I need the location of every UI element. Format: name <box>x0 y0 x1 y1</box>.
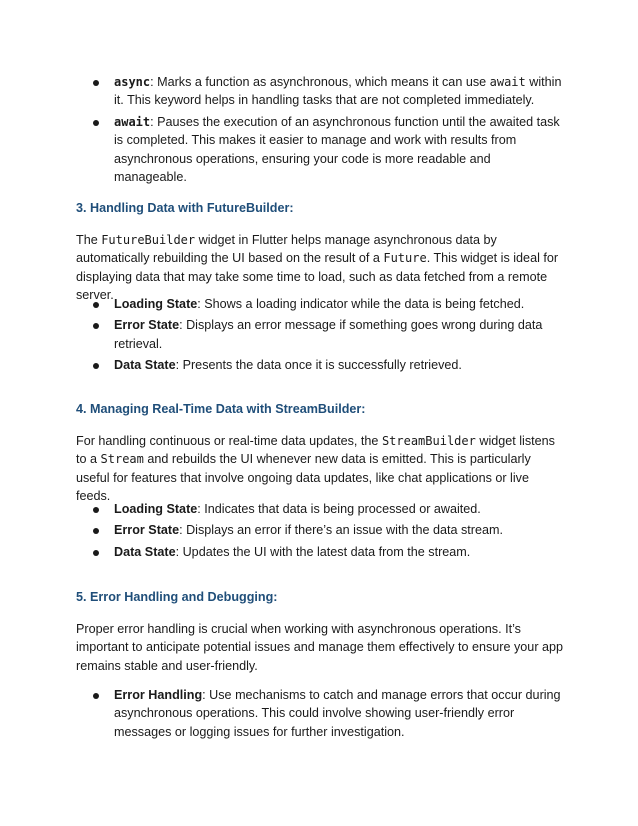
bullet-icon <box>93 323 99 329</box>
paragraph-text: The <box>76 233 102 247</box>
paragraph-text: widget listens to a <box>76 434 555 467</box>
bullet-text: : Presents the data once it is successfully retrieved. <box>175 358 462 373</box>
bullet-term: async <box>114 75 151 89</box>
bullet-icon <box>93 80 99 86</box>
bullet-term: Loading State <box>114 502 198 516</box>
bullet-icon <box>93 528 99 534</box>
bullet-term: Error State <box>114 523 180 538</box>
keyword-bullet-list <box>76 73 566 189</box>
bullet-text: : Displays an error if there’s an issue with the data stream. <box>179 523 503 538</box>
list-item <box>76 543 566 561</box>
inline-code: FutureBuilder <box>101 233 196 247</box>
bullet-text: within it. This keyword helps in handling tasks that are not completed immediately. <box>114 75 562 108</box>
section-heading: 3. Handling Data with FutureBuilder: <box>76 201 294 215</box>
section-paragraph <box>76 231 566 305</box>
bullet-icon <box>93 120 99 126</box>
inline-code: await <box>489 75 526 89</box>
bullet-icon <box>93 363 99 369</box>
section-heading: 5. Error Handling and Debugging: <box>76 590 278 604</box>
paragraph-text: and rebuilds the UI whenever new data is emitted. This is particularly useful for features that involve ongoing data updates, like chat applications or live feeds. <box>76 452 531 504</box>
section-paragraph: Proper error handling is crucial when working with asynchronous operations. It’s important to anticipate potential issues and manage them effectively to ensure your app remains stable and user-friendly. <box>76 622 564 673</box>
bullet-term: await <box>114 114 151 129</box>
bullet-icon <box>93 302 99 308</box>
list-item <box>76 500 566 518</box>
list-item <box>76 295 566 313</box>
bullet-term: Error Handling <box>114 688 203 702</box>
section-paragraph <box>76 432 566 506</box>
bullet-text: : Displays an error message if something goes wrong during data retrieval. <box>114 318 543 351</box>
bullet-term: Data State <box>114 544 176 559</box>
bullet-text: : Updates the UI with the latest data from the stream. <box>175 544 471 559</box>
inline-code: Stream <box>100 452 144 467</box>
inline-code: Future <box>383 251 427 266</box>
paragraph-text: For handling continuous or real-time data updates, the <box>76 434 382 448</box>
bullet-text: : Shows a loading indicator while the data is being fetched. <box>197 297 525 311</box>
paragraph-text: widget in Flutter helps manage asynchronous data by automatically rebuilding the UI based on the result of a <box>76 233 497 266</box>
inline-code: StreamBuilder <box>381 434 476 448</box>
list-item <box>76 521 566 539</box>
section-heading: 4. Managing Real-Time Data with StreamBuilder: <box>76 402 366 416</box>
bullet-text: : Pauses the execution of an asynchronous function until the awaited task is completed. This makes it easier to manage and work with results from asynchronous operations, ensuring your code is more readable and manageable. <box>114 114 560 185</box>
bullet-term: Loading State <box>114 297 198 311</box>
list-item <box>76 73 566 110</box>
handling-bullet-list <box>76 686 566 744</box>
bullet-text: : Indicates that data is being processed or awaited. <box>197 502 481 516</box>
list-item <box>76 113 566 187</box>
list-item <box>76 686 566 741</box>
list-item <box>76 356 566 374</box>
bullet-term: Error State <box>114 318 180 333</box>
list-item <box>76 316 566 353</box>
paragraph-text: . This widget is ideal for displaying data that may take some time to load, such as data fetched from a remote server. <box>76 251 559 303</box>
state-bullet-list <box>76 500 566 564</box>
bullet-icon <box>93 550 99 556</box>
bullet-text: : Marks a function as asynchronous, which means it can use <box>150 75 490 89</box>
bullet-icon <box>93 693 99 699</box>
bullet-text: : Use mechanisms to catch and manage errors that occur during asynchronous operations. This could involve showing user-friendly error messages or logging issues for further investigation. <box>114 688 561 739</box>
bullet-term: Data State <box>114 358 176 373</box>
bullet-icon <box>93 507 99 513</box>
state-bullet-list <box>76 295 566 378</box>
